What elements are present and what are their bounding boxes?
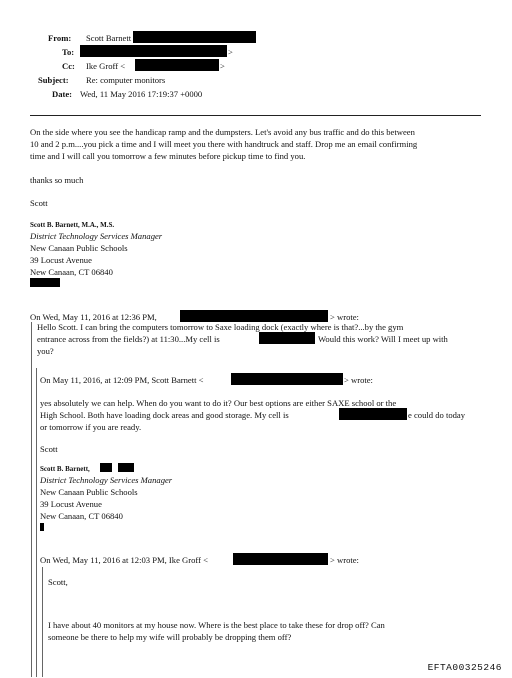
to-label: To: xyxy=(62,47,75,57)
quote-bar xyxy=(36,368,37,677)
body-line: 10 and 2 p.m....you pick a time and I will meet you there with handtruck and staff. Drop me an email confirming xyxy=(30,139,418,149)
quote1-header: On Wed, May 11, 2016 at 12:36 PM, xyxy=(30,312,157,322)
quote2-line-end: e could do today xyxy=(408,410,466,420)
quote2-header-end: > wrote: xyxy=(344,375,373,385)
quote-bar xyxy=(31,322,32,677)
redaction-signature-phone xyxy=(30,278,60,287)
bates-number: EFTA00325246 xyxy=(427,662,502,673)
signoff: Scott xyxy=(30,198,48,208)
quote-bar xyxy=(42,567,43,677)
quote3-header: On Wed, May 11, 2016 at 12:03 PM, Ike Groff < xyxy=(40,555,208,565)
quote3-line: someone be there to help my wife will probably be dropping them off? xyxy=(48,632,292,642)
quote1-line: you? xyxy=(37,346,54,356)
redaction-quote2-email xyxy=(231,373,343,385)
quote2-signature-org: New Canaan Public Schools xyxy=(40,487,138,497)
redaction-quote2-degree xyxy=(118,463,134,472)
quote1-line-end: Would this work? Will I meet up with xyxy=(318,334,448,344)
quote3-line: I have about 40 monitors at my house now. Where is the best place to take these for drop off? Can xyxy=(48,620,385,630)
redaction-quote3-email xyxy=(233,553,328,565)
quote2-line: or tomorrow if you are ready. xyxy=(40,422,142,432)
signature-street: 39 Locust Avenue xyxy=(30,255,92,265)
redaction-quote2-phone-small xyxy=(40,523,44,531)
header-divider xyxy=(30,115,481,116)
cc-label: Cc: xyxy=(62,61,75,71)
subject-label: Subject: xyxy=(38,75,69,85)
body-line: time and I will call you tomorrow a few minutes before pickup time to find you. xyxy=(30,151,306,161)
redaction-to-email xyxy=(80,45,227,57)
quote2-line: High School. Both have loading dock areas and good storage. My cell is xyxy=(40,410,289,420)
quote3-greeting: Scott, xyxy=(48,577,68,587)
quote1-line: entrance across from the fields?) at 11:30...My cell is xyxy=(37,334,220,344)
redaction-quote2-phone xyxy=(339,408,407,420)
quote2-signature-city: New Canaan, CT 06840 xyxy=(40,511,123,521)
signature-city: New Canaan, CT 06840 xyxy=(30,267,113,277)
quote2-signoff: Scott xyxy=(40,444,58,454)
quote3-header-end: > wrote: xyxy=(330,555,359,565)
redaction-quote1-sender xyxy=(180,310,328,322)
quote2-signature-street: 39 Locust Avenue xyxy=(40,499,102,509)
signature-org: New Canaan Public Schools xyxy=(30,243,128,253)
quote2-signature-name: Scott B. Barnett, xyxy=(40,465,90,473)
subject-value: Re: computer monitors xyxy=(86,75,166,85)
quote2-line: yes absolutely we can help. When do you want to do it? Our best options are either SAXE school or the xyxy=(40,398,397,408)
cc-suffix: > xyxy=(220,61,225,71)
date-label: Date: xyxy=(52,89,73,99)
quote2-header: On May 11, 2016, at 12:09 PM, Scott Barnett < xyxy=(40,375,204,385)
quote2-signature-title: District Technology Services Manager xyxy=(40,475,173,485)
from-label: From: xyxy=(48,33,72,43)
redaction-quote1-phone xyxy=(259,332,315,344)
thanks-line: thanks so much xyxy=(30,175,84,185)
from-value: Scott Barnett xyxy=(86,33,132,43)
redaction-quote2-degree xyxy=(100,463,112,472)
quote1-line: Hello Scott. I can bring the computers tomorrow to Saxe loading dock (exactly where is that?...by the gym xyxy=(37,322,404,332)
signature-name: Scott B. Barnett, M.A., M.S. xyxy=(30,221,115,229)
to-value: > xyxy=(228,47,233,57)
date-value: Wed, 11 May 2016 17:19:37 +0000 xyxy=(80,89,203,99)
quote1-header-end: > wrote: xyxy=(330,312,359,322)
signature-title: District Technology Services Manager xyxy=(30,231,163,241)
cc-value: Ike Groff < xyxy=(86,61,126,71)
redaction-cc-email xyxy=(135,59,219,71)
redaction-from-email xyxy=(133,31,256,43)
body-line: On the side where you see the handicap ramp and the dumpsters. Let's avoid any bus traffic and do this between xyxy=(30,127,415,137)
